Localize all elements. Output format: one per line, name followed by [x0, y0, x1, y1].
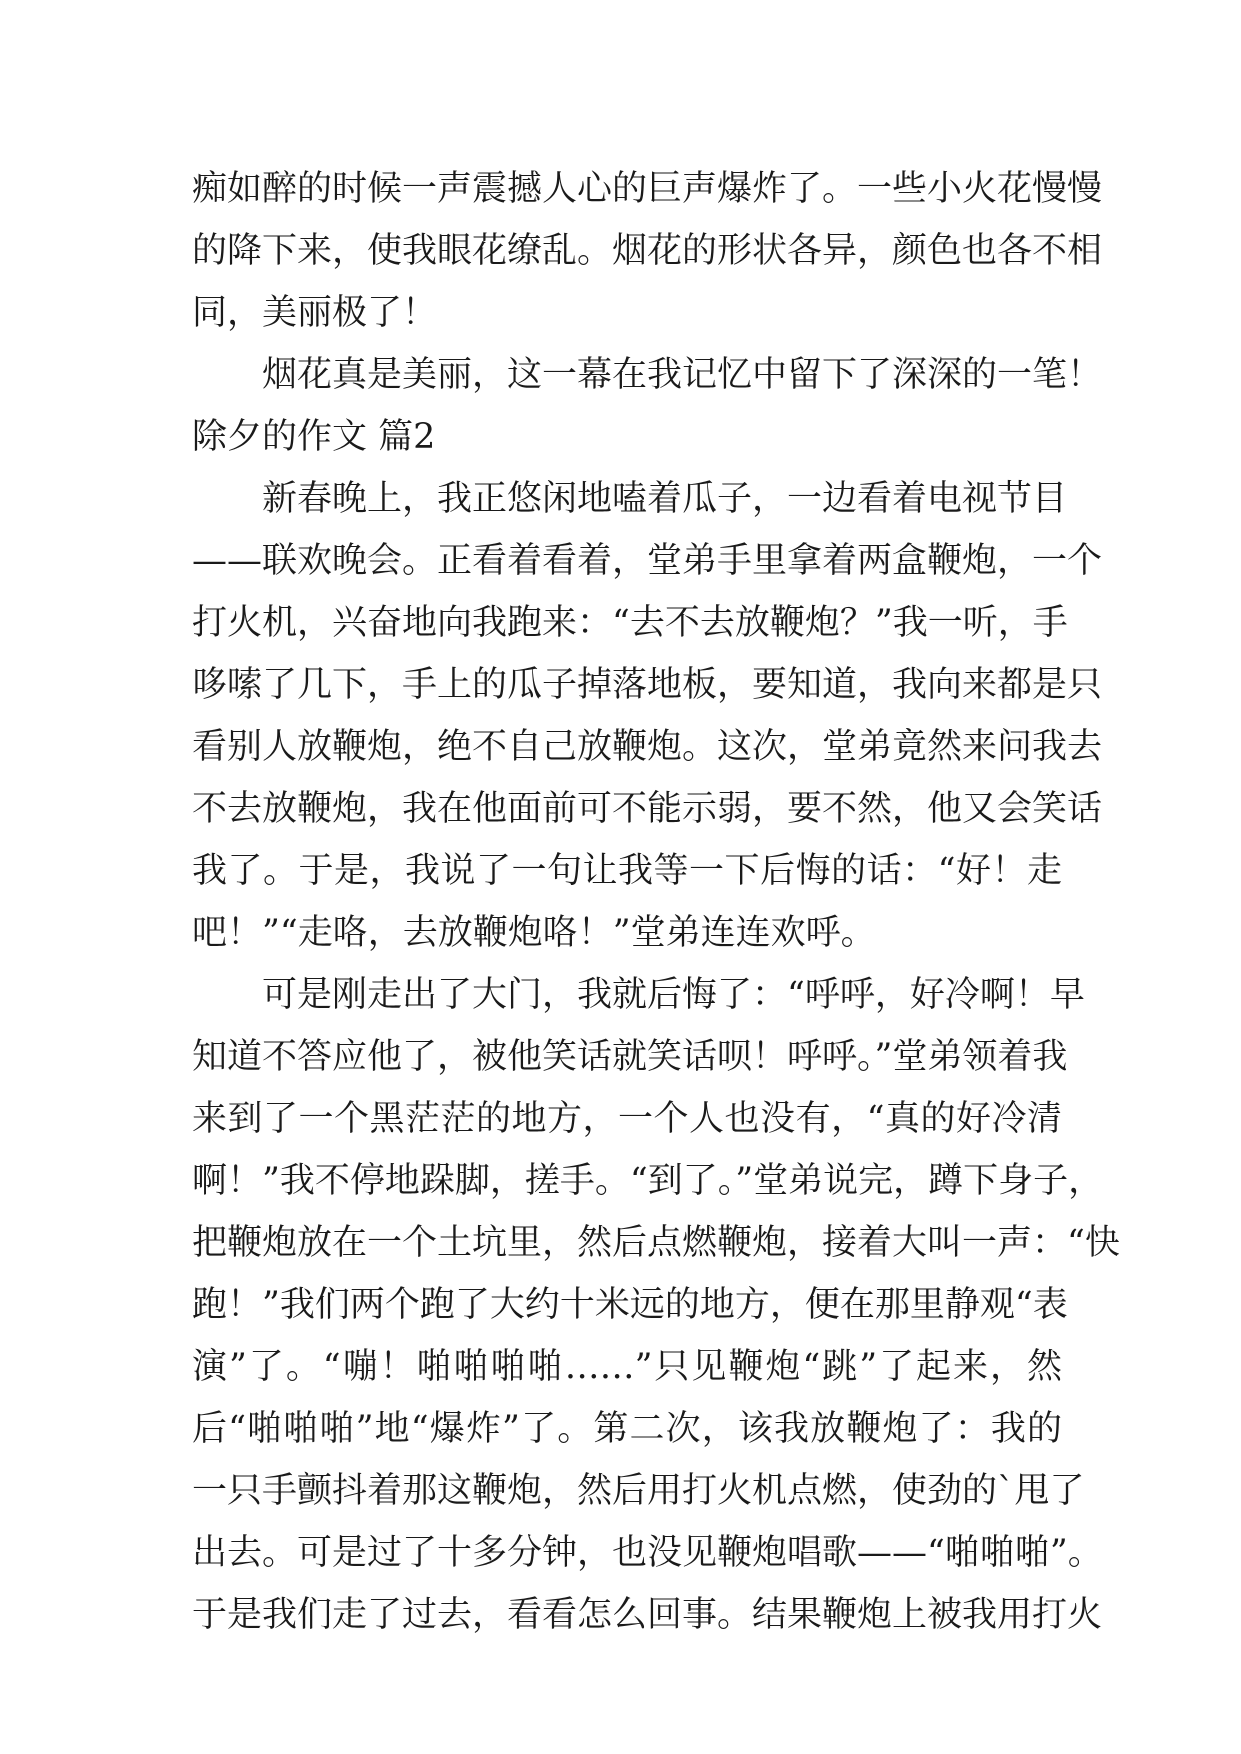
- body-text-line: 同，美丽极了！: [192, 293, 438, 333]
- body-text-line: 的降下来，使我眼花缭乱。烟花的形状各异，颜色也各不相: [192, 231, 1103, 271]
- body-text-line: 打火机，兴奋地向我跑来：“去不去放鞭炮？”我一听，手: [192, 603, 1068, 643]
- body-text-line: 啊！”我不停地跺脚，搓手。“到了。”堂弟说完，蹲下身子，: [192, 1161, 1104, 1201]
- body-text-line: 知道不答应他了，被他笑话就笑话呗！呼呼。”堂弟领着我: [192, 1037, 1068, 1077]
- body-text-line: 一只手颤抖着那这鞭炮，然后用打火机点燃，使劲的`甩了: [192, 1471, 1085, 1511]
- body-text-line: 看别人放鞭炮，绝不自己放鞭炮。这次，堂弟竟然来问我去: [192, 727, 1103, 767]
- body-text-line: 演”了。“嘣！啪啪啪啪……”只见鞭炮“跳”了起来，然: [192, 1347, 1062, 1387]
- document-page: [192, 158, 1120, 1646]
- body-text-line: 我了。于是，我说了一句让我等一下后悔的话：“好！走: [192, 851, 1062, 891]
- body-text-line: 出去。可是过了十多分钟，也没见鞭炮唱歌——“啪啪啪”。: [192, 1533, 1103, 1573]
- body-text-line: 跑！”我们两个跑了大约十米远的地方，便在那里静观“表: [192, 1285, 1068, 1325]
- body-text-line: 痴如醉的时候一声震撼人心的巨声爆炸了。一些小火花慢慢: [192, 169, 1103, 209]
- body-text-line: 来到了一个黑茫茫的地方，一个人也没有，“真的好冷清: [192, 1099, 1062, 1139]
- body-text-line: 把鞭炮放在一个土坑里，然后点燃鞭炮，接着大叫一声：“快: [192, 1223, 1120, 1263]
- section-title: 除夕的作文 篇2: [192, 417, 436, 457]
- body-text-line: 不去放鞭炮，我在他面前可不能示弱，要不然，他又会笑话: [192, 789, 1103, 829]
- body-text-line: 于是我们走了过去，看看怎么回事。结果鞭炮上被我用打火: [192, 1595, 1103, 1635]
- body-text-line: 吧！”“走咯，去放鞭炮咯！”堂弟连连欢呼。: [192, 913, 876, 953]
- body-text-line: 哆嗦了几下，手上的瓜子掉落地板，要知道，我向来都是只: [192, 665, 1103, 705]
- body-text-line: ——联欢晚会。正看着看着，堂弟手里拿着两盒鞭炮，一个: [192, 541, 1103, 581]
- paragraph-first-line: 新春晚上，我正悠闲地嗑着瓜子，一边看着电视节目: [262, 479, 1068, 519]
- body-text-line: 后“啪啪啪”地“爆炸”了。第二次，该我放鞭炮了：我的: [192, 1409, 1062, 1449]
- paragraph-first-line: 烟花真是美丽，这一幕在我记忆中留下了深深的一笔！: [262, 355, 1103, 395]
- paragraph-first-line: 可是刚走出了大门，我就后悔了：“呼呼，好冷啊！早: [262, 975, 1085, 1015]
